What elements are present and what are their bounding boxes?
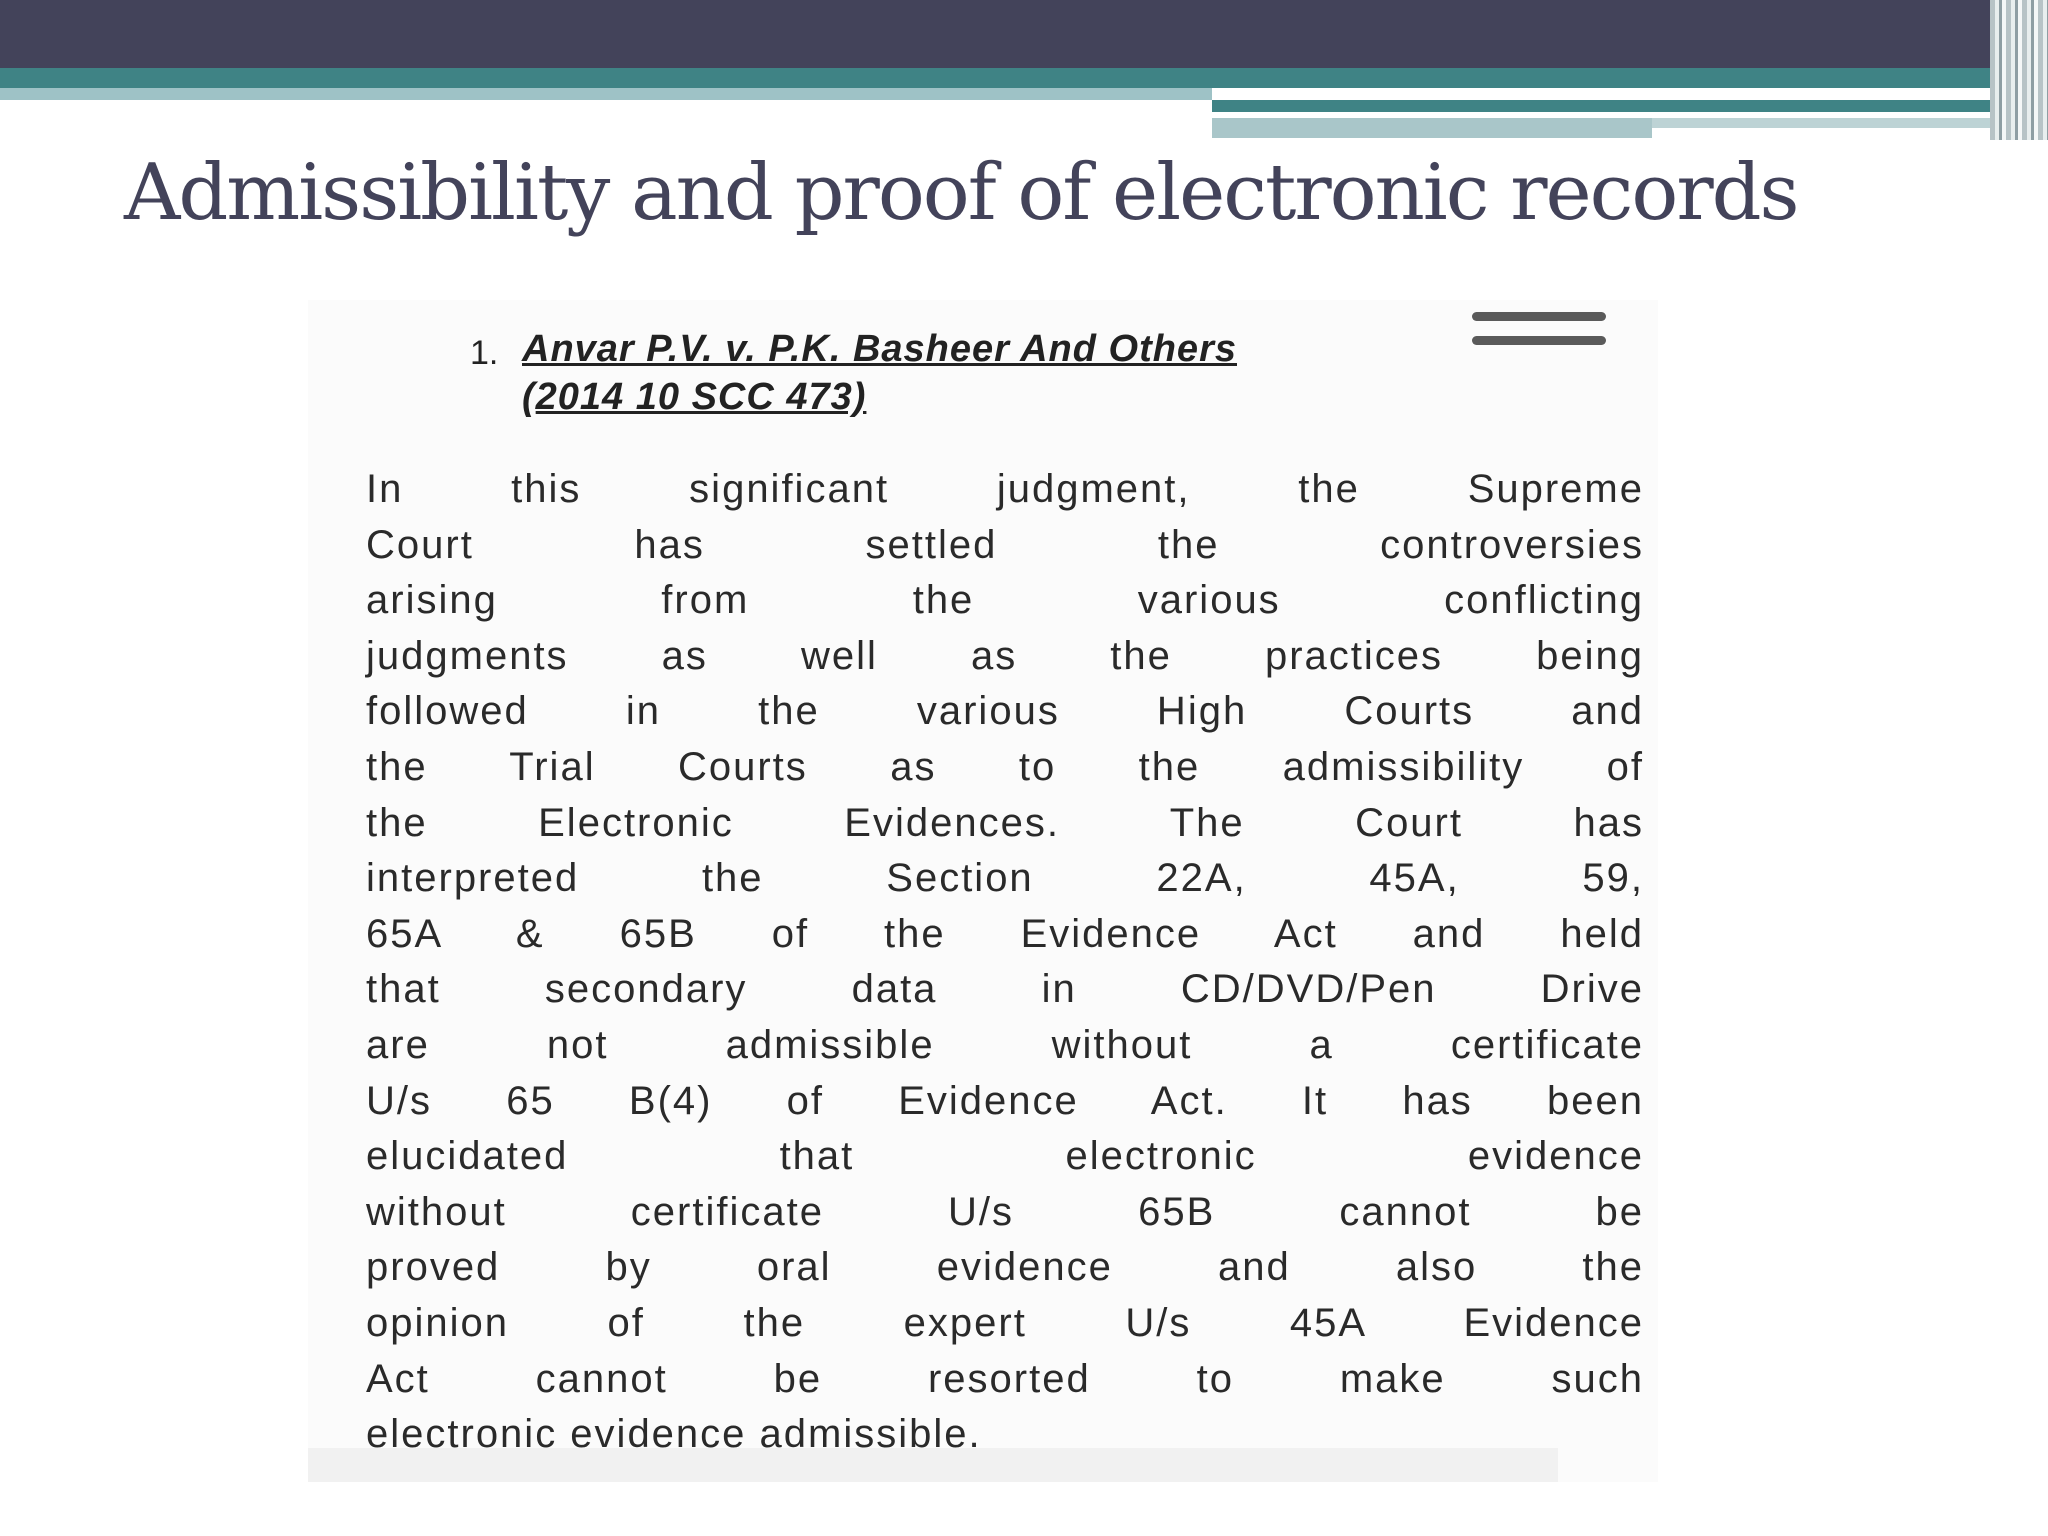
header-edge-decoration <box>1990 0 2048 140</box>
paragraph-line: are not admissible without a certificate <box>366 1022 1644 1067</box>
case-title: Anvar P.V. v. P.K. Basheer And Others <box>522 328 1237 370</box>
header-accent-stripe-lower <box>1212 118 1652 138</box>
paragraph-line: judgments as well as the practices being <box>366 633 1644 678</box>
paragraph-line: the Trial Courts as to the admissibility of <box>366 744 1644 789</box>
case-citation <box>522 376 866 419</box>
paragraph-line: followed in the various High Courts and <box>366 689 1644 734</box>
header-accent-stripe-right <box>1212 100 1992 112</box>
paragraph-line: 65A & 65B of the Evidence Act and held <box>366 911 1644 956</box>
paragraph-line: interpreted the Section 22A, 45A, 59, <box>366 856 1644 901</box>
citation-paren: ( <box>522 376 536 418</box>
paragraph-line: electronic evidence admissible. <box>366 1412 982 1457</box>
citation-text: 2014 10 SCC 473) <box>535 376 867 418</box>
paragraph-line: Court has settled the controversies <box>366 522 1644 567</box>
paragraph-line: proved by oral evidence and also the <box>366 1245 1644 1290</box>
paragraph-line: opinion of the expert U/s 45A Evidence <box>366 1300 1644 1345</box>
paragraph-line: In this significant judgment, the Supreme <box>366 467 1644 511</box>
paragraph-line: arising from the various conflicting <box>366 578 1644 623</box>
paragraph-line: Act cannot be resorted to make such <box>366 1356 1644 1401</box>
paragraph-line: that secondary data in CD/DVD/Pen Drive <box>366 967 1644 1012</box>
paragraph-line: the Electronic Evidences. The Court has <box>366 800 1644 845</box>
judgment-paragraph <box>366 462 1644 1463</box>
menu-icon <box>1472 310 1606 352</box>
header-accent-stripe-light <box>0 88 1212 100</box>
paragraph-line: without certificate U/s 65B cannot be <box>366 1189 1644 1234</box>
paragraph-line: elucidated that electronic evidence <box>366 1134 1644 1179</box>
header-bar <box>0 0 2048 68</box>
slide-title: Admissibility and proof of electronic records <box>124 148 1798 238</box>
header-accent-stripe <box>0 68 1990 88</box>
header-accent-stripe-lower-right <box>1652 118 1992 128</box>
case-number: 1. <box>470 334 499 372</box>
paragraph-line: U/s 65 B(4) of Evidence Act. It has been <box>366 1078 1644 1123</box>
